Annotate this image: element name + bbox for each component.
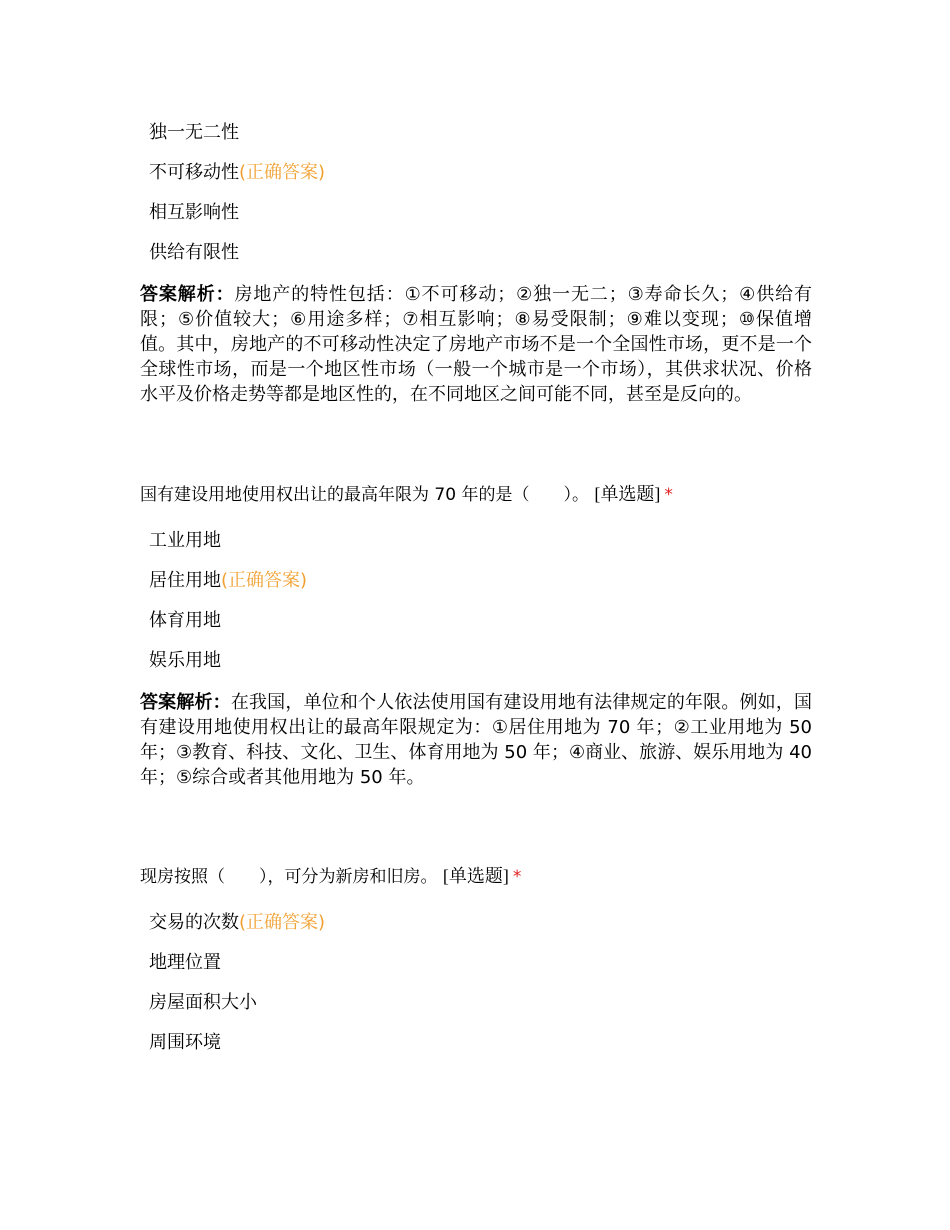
option-list — [140, 120, 812, 280]
option-item[interactable] — [140, 608, 812, 648]
correct-answer-tag: (正确答案) — [221, 570, 308, 591]
option-item[interactable] — [140, 990, 812, 1030]
question-2 — [140, 481, 812, 790]
required-mark: * — [512, 867, 522, 887]
option-text: 独一无二性 — [149, 122, 239, 143]
answer-analysis — [140, 690, 812, 790]
option-text: 房屋面积大小 — [149, 992, 257, 1013]
option-item[interactable] — [140, 1030, 812, 1070]
option-text: 居住用地 — [149, 570, 221, 591]
question-1 — [140, 120, 812, 407]
question-text: 国有建设用地使用权出让的最高年限为 70 年的是（ ）。 — [140, 485, 589, 505]
option-item[interactable] — [140, 240, 812, 280]
option-list — [140, 528, 812, 688]
question-3 — [140, 863, 812, 1070]
option-text: 体育用地 — [149, 610, 221, 631]
option-item[interactable] — [140, 568, 812, 608]
option-text: 工业用地 — [149, 530, 221, 551]
option-text: 供给有限性 — [149, 242, 239, 263]
analysis-label: 答案解析： — [140, 692, 231, 713]
analysis-text: 房地产的特性包括：①不可移动；②独一无二；③寿命长久；④供给有限；⑤价值较大；⑥用途多样；⑦相互影响；⑧易受限制；⑨难以变现；⑩保值增值。其中，房地产的不可移动性决定了房地产市场不是一个全国性市场，更不是一个全球性市场，而是一个地区性市场（一般一个城市是一个市场），其供求状况、价格水平及价格走势等都是地区性的，在不同地区之间可能不同，甚至是反向的。 — [140, 284, 813, 405]
question-type: [单选题] — [594, 484, 661, 504]
option-text: 不可移动性 — [149, 162, 239, 183]
option-text: 交易的次数 — [149, 912, 239, 933]
question-text: 现房按照（ ），可分为新房和旧房。 — [140, 867, 438, 887]
question-title — [140, 863, 812, 890]
correct-answer-tag: (正确答案) — [239, 912, 326, 933]
option-text: 地理位置 — [149, 952, 221, 973]
option-item[interactable] — [140, 120, 812, 160]
correct-answer-tag: (正确答案) — [239, 162, 326, 183]
option-list — [140, 910, 812, 1070]
option-text: 相互影响性 — [149, 202, 239, 223]
option-item[interactable] — [140, 648, 812, 688]
option-text: 周围环境 — [149, 1032, 221, 1053]
answer-analysis — [140, 282, 812, 407]
option-item[interactable] — [140, 950, 812, 990]
option-item[interactable] — [140, 528, 812, 568]
option-item[interactable] — [140, 910, 812, 950]
option-item[interactable] — [140, 160, 812, 200]
question-title — [140, 481, 812, 508]
analysis-text: 在我国，单位和个人依法使用国有建设用地有法律规定的年限。例如，国有建设用地使用权出让的最高年限规定为：①居住用地为 70 年；②工业用地为 50 年；③教育、科技、文化、卫生、体育用地为 50 年；④商业、旅游、娱乐用地为 40 年；⑤综合或者其他用地为 50 年。 — [140, 692, 813, 788]
question-type: [单选题] — [442, 866, 509, 886]
option-text: 娱乐用地 — [149, 650, 221, 671]
option-item[interactable] — [140, 200, 812, 240]
analysis-label: 答案解析： — [140, 284, 235, 305]
required-mark: * — [664, 485, 673, 505]
